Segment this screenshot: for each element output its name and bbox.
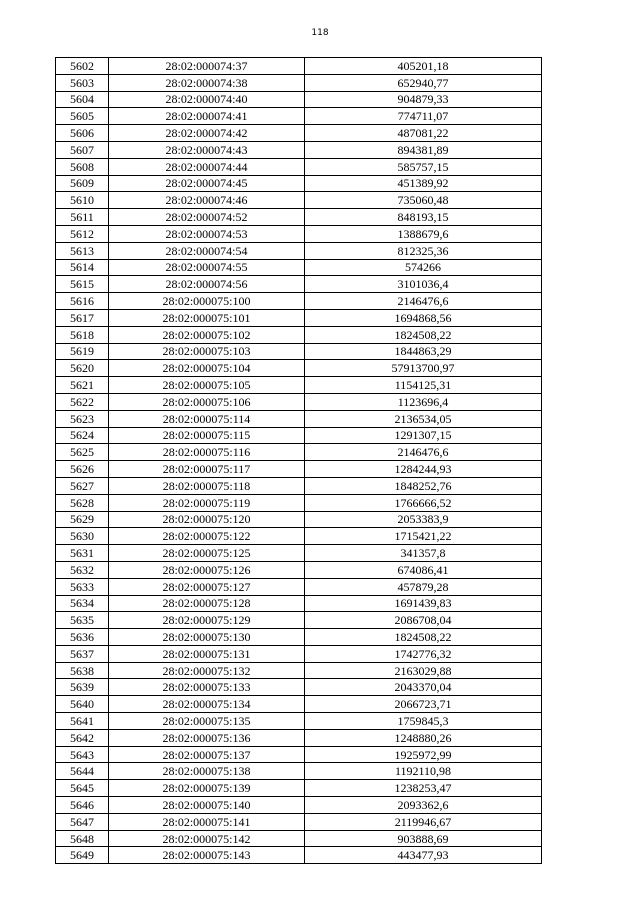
cadastral-value-cell: 2086708,04 — [305, 612, 542, 629]
cadastral-value-cell: 894381,89 — [305, 141, 542, 158]
table-row — [56, 847, 542, 864]
table-row — [56, 813, 542, 830]
cadastral-number-cell: 28:02:000075:134 — [109, 696, 305, 713]
table-row — [56, 545, 542, 562]
cadastral-number-cell: 28:02:000075:102 — [109, 326, 305, 343]
cadastral-number-cell: 28:02:000075:122 — [109, 528, 305, 545]
row-number-cell: 5635 — [56, 612, 109, 629]
row-number-cell: 5620 — [56, 360, 109, 377]
row-number-cell: 5614 — [56, 259, 109, 276]
cadastral-value-cell: 341357,8 — [305, 545, 542, 562]
table-row — [56, 74, 542, 91]
cadastral-number-cell: 28:02:000075:140 — [109, 797, 305, 814]
cadastral-number-cell: 28:02:000075:105 — [109, 377, 305, 394]
row-number-cell: 5633 — [56, 578, 109, 595]
cadastral-number-cell: 28:02:000075:132 — [109, 662, 305, 679]
cadastral-number-cell: 28:02:000074:54 — [109, 242, 305, 259]
table-row — [56, 343, 542, 360]
cadastral-number-cell: 28:02:000074:46 — [109, 192, 305, 209]
cadastral-value-cell: 1766666,52 — [305, 494, 542, 511]
cadastral-value-cell: 1759845,3 — [305, 713, 542, 730]
table-row — [56, 578, 542, 595]
cadastral-value-cell: 774711,07 — [305, 108, 542, 125]
table-row — [56, 561, 542, 578]
row-number-cell: 5616 — [56, 293, 109, 310]
cadastral-value-cell: 1694868,56 — [305, 309, 542, 326]
row-number-cell: 5603 — [56, 74, 109, 91]
cadastral-value-table — [55, 57, 542, 864]
cadastral-number-cell: 28:02:000075:119 — [109, 494, 305, 511]
cadastral-value-cell: 2066723,71 — [305, 696, 542, 713]
row-number-cell: 5626 — [56, 461, 109, 478]
cadastral-value-cell: 1824508,22 — [305, 629, 542, 646]
row-number-cell: 5639 — [56, 679, 109, 696]
cadastral-number-cell: 28:02:000075:116 — [109, 444, 305, 461]
table-row — [56, 629, 542, 646]
row-number-cell: 5604 — [56, 91, 109, 108]
cadastral-number-cell: 28:02:000075:131 — [109, 645, 305, 662]
cadastral-value-cell: 487081,22 — [305, 125, 542, 142]
row-number-cell: 5634 — [56, 595, 109, 612]
cadastral-value-cell: 2043370,04 — [305, 679, 542, 696]
cadastral-number-cell: 28:02:000075:117 — [109, 461, 305, 478]
cadastral-value-cell: 1192110,98 — [305, 763, 542, 780]
cadastral-value-cell: 1238253,47 — [305, 780, 542, 797]
table-row — [56, 125, 542, 142]
row-number-cell: 5611 — [56, 209, 109, 226]
row-number-cell: 5605 — [56, 108, 109, 125]
cadastral-value-cell: 1248880,26 — [305, 729, 542, 746]
table-row — [56, 393, 542, 410]
table-row — [56, 360, 542, 377]
cadastral-value-cell: 457879,28 — [305, 578, 542, 595]
cadastral-value-cell: 585757,15 — [305, 158, 542, 175]
table-row — [56, 91, 542, 108]
table-row — [56, 679, 542, 696]
cadastral-value-cell: 2163029,88 — [305, 662, 542, 679]
table-row — [56, 612, 542, 629]
cadastral-value-cell: 1925972,99 — [305, 746, 542, 763]
cadastral-value-cell: 1388679,6 — [305, 225, 542, 242]
row-number-cell: 5644 — [56, 763, 109, 780]
cadastral-number-cell: 28:02:000075:101 — [109, 309, 305, 326]
row-number-cell: 5607 — [56, 141, 109, 158]
cadastral-value-cell: 2146476,6 — [305, 293, 542, 310]
cadastral-value-cell: 812325,36 — [305, 242, 542, 259]
row-number-cell: 5642 — [56, 729, 109, 746]
cadastral-value-cell: 1291307,15 — [305, 427, 542, 444]
table-row — [56, 209, 542, 226]
row-number-cell: 5615 — [56, 276, 109, 293]
cadastral-number-cell: 28:02:000075:126 — [109, 561, 305, 578]
cadastral-value-cell: 574266 — [305, 259, 542, 276]
table-row — [56, 259, 542, 276]
row-number-cell: 5602 — [56, 58, 109, 75]
cadastral-number-cell: 28:02:000075:143 — [109, 847, 305, 864]
table-row — [56, 108, 542, 125]
row-number-cell: 5641 — [56, 713, 109, 730]
row-number-cell: 5625 — [56, 444, 109, 461]
row-number-cell: 5647 — [56, 813, 109, 830]
cadastral-number-cell: 28:02:000075:115 — [109, 427, 305, 444]
cadastral-number-cell: 28:02:000075:114 — [109, 410, 305, 427]
row-number-cell: 5617 — [56, 309, 109, 326]
cadastral-number-cell: 28:02:000075:120 — [109, 511, 305, 528]
row-number-cell: 5606 — [56, 125, 109, 142]
table-row — [56, 511, 542, 528]
table-row — [56, 175, 542, 192]
cadastral-number-cell: 28:02:000074:42 — [109, 125, 305, 142]
cadastral-value-cell: 674086,41 — [305, 561, 542, 578]
cadastral-value-cell: 1824508,22 — [305, 326, 542, 343]
table-row — [56, 528, 542, 545]
table-row — [56, 645, 542, 662]
cadastral-number-cell: 28:02:000074:44 — [109, 158, 305, 175]
cadastral-number-cell: 28:02:000074:55 — [109, 259, 305, 276]
table-row — [56, 158, 542, 175]
cadastral-value-cell: 1154125,31 — [305, 377, 542, 394]
cadastral-number-cell: 28:02:000075:118 — [109, 477, 305, 494]
table-row — [56, 276, 542, 293]
table-row — [56, 427, 542, 444]
table-row — [56, 461, 542, 478]
cadastral-number-cell: 28:02:000075:133 — [109, 679, 305, 696]
table-body — [56, 58, 542, 864]
cadastral-number-cell: 28:02:000074:40 — [109, 91, 305, 108]
table-row — [56, 780, 542, 797]
cadastral-value-cell: 1844863,29 — [305, 343, 542, 360]
row-number-cell: 5648 — [56, 830, 109, 847]
row-number-cell: 5618 — [56, 326, 109, 343]
cadastral-number-cell: 28:02:000074:37 — [109, 58, 305, 75]
row-number-cell: 5610 — [56, 192, 109, 209]
table-row — [56, 713, 542, 730]
table-row — [56, 444, 542, 461]
table-row — [56, 494, 542, 511]
cadastral-value-cell: 2093362,6 — [305, 797, 542, 814]
table-row — [56, 797, 542, 814]
table-row — [56, 696, 542, 713]
row-number-cell: 5638 — [56, 662, 109, 679]
cadastral-value-cell: 848193,15 — [305, 209, 542, 226]
row-number-cell: 5623 — [56, 410, 109, 427]
cadastral-number-cell: 28:02:000075:136 — [109, 729, 305, 746]
cadastral-value-cell: 904879,33 — [305, 91, 542, 108]
cadastral-value-cell: 2136534,05 — [305, 410, 542, 427]
table-row — [56, 192, 542, 209]
table-row — [56, 477, 542, 494]
row-number-cell: 5637 — [56, 645, 109, 662]
row-number-cell: 5630 — [56, 528, 109, 545]
table-row — [56, 662, 542, 679]
cadastral-number-cell: 28:02:000075:141 — [109, 813, 305, 830]
cadastral-number-cell: 28:02:000074:52 — [109, 209, 305, 226]
table-row — [56, 830, 542, 847]
cadastral-number-cell: 28:02:000075:135 — [109, 713, 305, 730]
cadastral-number-cell: 28:02:000075:137 — [109, 746, 305, 763]
cadastral-value-cell: 1848252,76 — [305, 477, 542, 494]
row-number-cell: 5643 — [56, 746, 109, 763]
row-number-cell: 5649 — [56, 847, 109, 864]
table-row — [56, 377, 542, 394]
cadastral-number-cell: 28:02:000075:130 — [109, 629, 305, 646]
table-row — [56, 326, 542, 343]
row-number-cell: 5645 — [56, 780, 109, 797]
table-row — [56, 225, 542, 242]
cadastral-value-cell: 3101036,4 — [305, 276, 542, 293]
cadastral-number-cell: 28:02:000075:139 — [109, 780, 305, 797]
page-number: 118 — [311, 28, 329, 38]
cadastral-value-cell: 443477,93 — [305, 847, 542, 864]
cadastral-number-cell: 28:02:000075:142 — [109, 830, 305, 847]
row-number-cell: 5632 — [56, 561, 109, 578]
row-number-cell: 5636 — [56, 629, 109, 646]
row-number-cell: 5619 — [56, 343, 109, 360]
cadastral-number-cell: 28:02:000075:103 — [109, 343, 305, 360]
cadastral-number-cell: 28:02:000075:125 — [109, 545, 305, 562]
cadastral-number-cell: 28:02:000075:129 — [109, 612, 305, 629]
cadastral-number-cell: 28:02:000075:104 — [109, 360, 305, 377]
cadastral-number-cell: 28:02:000074:56 — [109, 276, 305, 293]
row-number-cell: 5612 — [56, 225, 109, 242]
table-row — [56, 729, 542, 746]
cadastral-value-cell: 57913700,97 — [305, 360, 542, 377]
row-number-cell: 5640 — [56, 696, 109, 713]
cadastral-number-cell: 28:02:000075:138 — [109, 763, 305, 780]
cadastral-number-cell: 28:02:000075:106 — [109, 393, 305, 410]
row-number-cell: 5627 — [56, 477, 109, 494]
cadastral-number-cell: 28:02:000075:128 — [109, 595, 305, 612]
cadastral-value-cell: 1284244,93 — [305, 461, 542, 478]
table-row — [56, 242, 542, 259]
row-number-cell: 5624 — [56, 427, 109, 444]
row-number-cell: 5646 — [56, 797, 109, 814]
cadastral-number-cell: 28:02:000074:45 — [109, 175, 305, 192]
table-row — [56, 141, 542, 158]
row-number-cell: 5609 — [56, 175, 109, 192]
cadastral-number-cell: 28:02:000074:41 — [109, 108, 305, 125]
row-number-cell: 5621 — [56, 377, 109, 394]
cadastral-value-cell: 652940,77 — [305, 74, 542, 91]
cadastral-value-cell: 2146476,6 — [305, 444, 542, 461]
table-row — [56, 763, 542, 780]
cadastral-value-cell: 1715421,22 — [305, 528, 542, 545]
cadastral-value-cell: 405201,18 — [305, 58, 542, 75]
cadastral-value-cell: 1123696,4 — [305, 393, 542, 410]
cadastral-value-cell: 1742776,32 — [305, 645, 542, 662]
cadastral-value-cell: 1691439,83 — [305, 595, 542, 612]
cadastral-number-cell: 28:02:000075:127 — [109, 578, 305, 595]
row-number-cell: 5622 — [56, 393, 109, 410]
row-number-cell: 5608 — [56, 158, 109, 175]
table-row — [56, 293, 542, 310]
cadastral-number-cell: 28:02:000074:53 — [109, 225, 305, 242]
row-number-cell: 5629 — [56, 511, 109, 528]
cadastral-number-cell: 28:02:000074:43 — [109, 141, 305, 158]
cadastral-value-cell: 903888,69 — [305, 830, 542, 847]
cadastral-number-cell: 28:02:000074:38 — [109, 74, 305, 91]
table-row — [56, 746, 542, 763]
table-row — [56, 58, 542, 75]
cadastral-value-cell: 2053383,9 — [305, 511, 542, 528]
cadastral-value-cell: 451389,92 — [305, 175, 542, 192]
row-number-cell: 5613 — [56, 242, 109, 259]
cadastral-value-cell: 2119946,67 — [305, 813, 542, 830]
row-number-cell: 5628 — [56, 494, 109, 511]
table-row — [56, 410, 542, 427]
table-row — [56, 595, 542, 612]
cadastral-value-cell: 735060,48 — [305, 192, 542, 209]
table-row — [56, 309, 542, 326]
row-number-cell: 5631 — [56, 545, 109, 562]
cadastral-number-cell: 28:02:000075:100 — [109, 293, 305, 310]
